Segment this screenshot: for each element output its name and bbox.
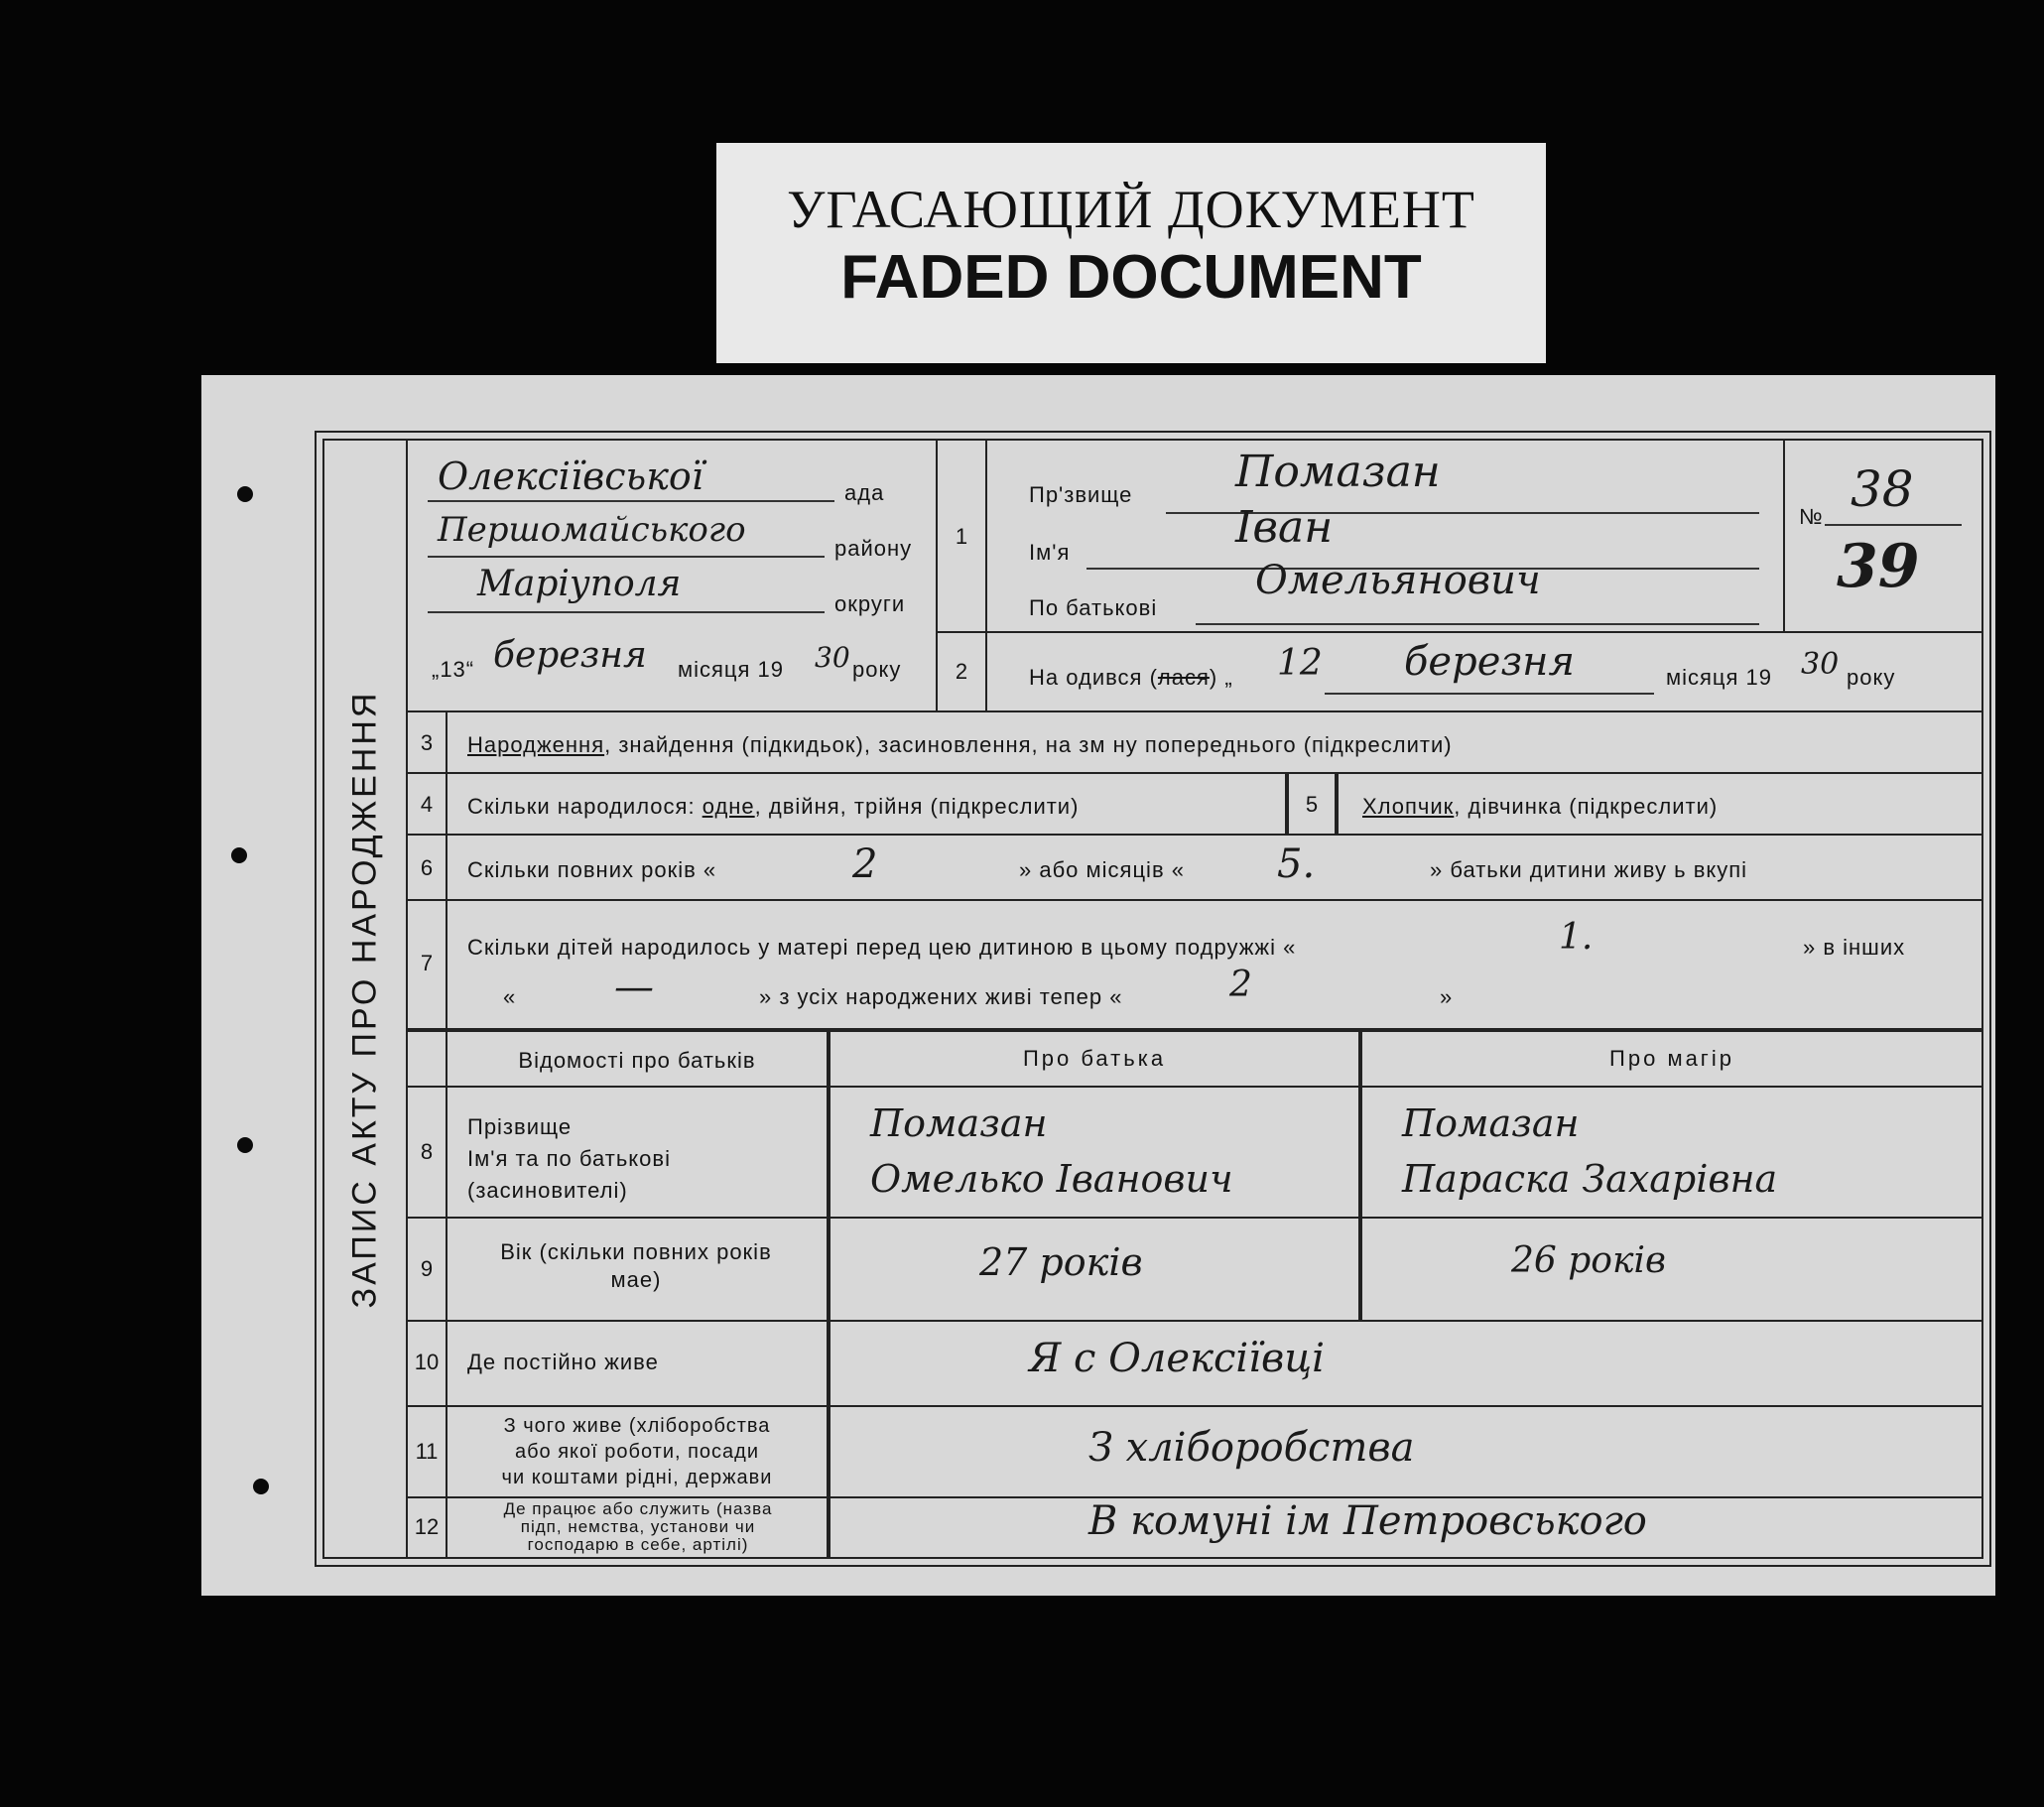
name-label: Ім'я bbox=[1029, 540, 1071, 565]
previous-children-row bbox=[447, 901, 1981, 1032]
sex-text: Хлопчик, дівчинка (підкреслити) bbox=[1362, 794, 1719, 819]
form-frame bbox=[322, 439, 1983, 1559]
father-name: Помазан Омелько Іванович bbox=[870, 1101, 1233, 1201]
row-5-number-cell bbox=[1289, 774, 1339, 836]
side-title-column bbox=[324, 441, 408, 1557]
parents-header-col0 bbox=[447, 1032, 830, 1088]
cohabitation-label-a: Скільки повних років « bbox=[467, 857, 717, 882]
patronymic-value: Омельянович bbox=[1255, 558, 1541, 603]
date-year-label: року bbox=[852, 657, 902, 682]
previous-children-line1-end: » в інших bbox=[1803, 935, 1906, 960]
cohabitation-row bbox=[447, 836, 1981, 901]
mother-age-cell bbox=[1362, 1219, 1981, 1322]
faded-document-label bbox=[716, 143, 1546, 363]
birth-month-hw: березня bbox=[1404, 639, 1576, 685]
row-10-label: Де постійно живе bbox=[467, 1350, 659, 1374]
previous-children-line2-b: » з усіх народжених живі тепер « bbox=[759, 984, 1123, 1009]
row-9-label: Вік (скільки повних років мае) bbox=[500, 1239, 772, 1292]
birth-type-text: Народження, знайдення (підкидьок), засиновлення, на зм ну попереднього (підкреслити) bbox=[467, 732, 1453, 757]
row-2-number: 2 bbox=[955, 659, 968, 684]
cohabitation-years: 2 bbox=[852, 841, 878, 887]
row-7-number: 7 bbox=[420, 951, 434, 975]
row-10-label-cell bbox=[447, 1322, 830, 1407]
surname-value: Помазан bbox=[1235, 447, 1441, 497]
name-value: Іван bbox=[1235, 502, 1334, 553]
multiplicity-row bbox=[447, 774, 1289, 836]
record-number-value-2: 39 bbox=[1837, 532, 1920, 601]
row-8-label: Прізвище Ім'я та по батькові (засиновителі) bbox=[467, 1114, 671, 1203]
row-12-number-cell bbox=[408, 1498, 447, 1557]
surname-label: Пр'звище bbox=[1029, 482, 1133, 507]
punch-hole bbox=[237, 1137, 253, 1153]
row-4-number: 4 bbox=[420, 792, 434, 817]
father-age: 27 років bbox=[979, 1240, 1143, 1284]
row-12-label-cell bbox=[447, 1498, 830, 1557]
row-8-number-cell bbox=[408, 1088, 447, 1219]
row-11-label-cell bbox=[447, 1407, 830, 1498]
row-6-number-cell bbox=[408, 836, 447, 901]
date-prefix: „13“ bbox=[432, 657, 475, 682]
row-3-number-cell bbox=[408, 712, 447, 774]
row-11-number-cell bbox=[408, 1407, 447, 1498]
birth-year-label: року bbox=[1847, 665, 1896, 690]
patronymic-label: По батькові bbox=[1029, 595, 1158, 620]
birth-record-card bbox=[201, 375, 1995, 1596]
multiplicity-text: Скільки народилося: одне, двійня, трійня (підкреслити) bbox=[467, 794, 1080, 819]
living-children-value: 2 bbox=[1229, 965, 1252, 1005]
okruha-value: Маріуполя bbox=[477, 564, 682, 604]
rayon-label: району bbox=[834, 536, 913, 561]
occupation-cell bbox=[830, 1407, 1981, 1498]
row-6-number: 6 bbox=[420, 855, 434, 880]
row-9-number: 9 bbox=[420, 1256, 434, 1281]
rada-value: Олексіївської bbox=[438, 454, 703, 498]
record-number-value: 38 bbox=[1851, 460, 1914, 518]
row-11-number: 11 bbox=[415, 1439, 439, 1464]
label-russian: УГАСАЮЩИЙ ДОКУМЕНТ bbox=[787, 180, 1475, 239]
mother-column-title: Про магір bbox=[1609, 1046, 1734, 1071]
father-column-title: Про батька bbox=[1022, 1046, 1167, 1071]
record-number-label: № bbox=[1799, 504, 1824, 529]
row-12-number: 12 bbox=[414, 1514, 440, 1539]
birth-type-row bbox=[447, 712, 1981, 774]
row-7-number-cell bbox=[408, 901, 447, 1032]
birth-day: 12 bbox=[1277, 643, 1323, 684]
residence-value: Я с Олексіївці bbox=[1029, 1336, 1325, 1381]
date-month-label: місяця 19 bbox=[678, 657, 785, 682]
birth-date-block bbox=[987, 633, 1981, 712]
registry-office-block bbox=[408, 441, 938, 712]
parents-header-col0-text: Відомості про батьків bbox=[518, 1048, 756, 1073]
row-5-number: 5 bbox=[1305, 792, 1319, 817]
row-4-number-cell bbox=[408, 774, 447, 836]
parents-header-col2 bbox=[1362, 1032, 1981, 1088]
parents-header-col1 bbox=[830, 1032, 1362, 1088]
record-number-block bbox=[1785, 441, 1981, 633]
previous-children-value: 1. bbox=[1559, 917, 1594, 958]
mother-name: Помазан Параска Захарівна bbox=[1402, 1101, 1778, 1201]
date-month-hw: березня bbox=[493, 635, 647, 676]
previous-children-other-value: — bbox=[614, 965, 654, 1010]
punch-hole bbox=[237, 486, 253, 502]
row-3-number: 3 bbox=[420, 730, 434, 755]
residence-cell bbox=[830, 1322, 1981, 1407]
okruha-label: округи bbox=[834, 591, 906, 616]
child-name-block bbox=[987, 441, 1785, 633]
workplace-value: В комуні ім Петровського bbox=[1088, 1498, 1647, 1544]
row-2-number-cell bbox=[938, 633, 987, 712]
father-name-cell bbox=[830, 1088, 1362, 1219]
row-11-label: З чого живе (хліборобства або якої роботи, посади чи коштами рідні, держави bbox=[501, 1415, 773, 1488]
row-9-label-cell bbox=[447, 1219, 830, 1322]
punch-hole bbox=[231, 847, 247, 863]
label-english: FADED DOCUMENT bbox=[840, 243, 1422, 312]
row-10-number: 10 bbox=[414, 1350, 440, 1374]
birth-year-hw: 30 bbox=[1801, 647, 1840, 682]
row-1-number-cell bbox=[938, 441, 987, 633]
previous-children-line2-end: » bbox=[1440, 984, 1454, 1009]
mother-name-cell bbox=[1362, 1088, 1981, 1219]
birth-date-label: На одився (лася) „ bbox=[1029, 665, 1233, 690]
form-grid bbox=[408, 441, 1981, 1557]
sex-row bbox=[1339, 774, 1981, 836]
cohabitation-months: 5. bbox=[1277, 841, 1316, 887]
workplace-cell bbox=[830, 1498, 1981, 1557]
cohabitation-label-c: » батьки дитини живу ь вкупі bbox=[1430, 857, 1748, 882]
father-age-cell bbox=[830, 1219, 1362, 1322]
row-12-label: Де працює або служить (назва підп, немства, установи чи господарю в себе, артілі) bbox=[503, 1499, 773, 1554]
previous-children-line2-a: « bbox=[503, 984, 517, 1009]
birth-month-label: місяця 19 bbox=[1666, 665, 1773, 690]
row-8-label-cell bbox=[447, 1088, 830, 1219]
punch-hole bbox=[253, 1479, 269, 1494]
row-8-number: 8 bbox=[420, 1139, 434, 1164]
occupation-value: З хліборобства bbox=[1088, 1425, 1415, 1471]
parents-header-number-cell bbox=[408, 1032, 447, 1088]
row-1-number: 1 bbox=[955, 524, 968, 549]
cohabitation-label-b: » або місяців « bbox=[1019, 857, 1185, 882]
mother-age: 26 років bbox=[1511, 1240, 1666, 1281]
date-year-hw: 30 bbox=[815, 641, 850, 674]
previous-children-line1: Скільки дітей народилось у матері перед цею дитиною в цьому подружжі « bbox=[467, 935, 1297, 960]
rayon-value: Першомайського bbox=[438, 510, 746, 550]
row-9-number-cell bbox=[408, 1219, 447, 1322]
side-title: ЗАПИС АКТУ ПРО НАРОДЖЕННЯ bbox=[345, 690, 384, 1308]
rada-label: ада bbox=[844, 480, 885, 505]
row-10-number-cell bbox=[408, 1322, 447, 1407]
